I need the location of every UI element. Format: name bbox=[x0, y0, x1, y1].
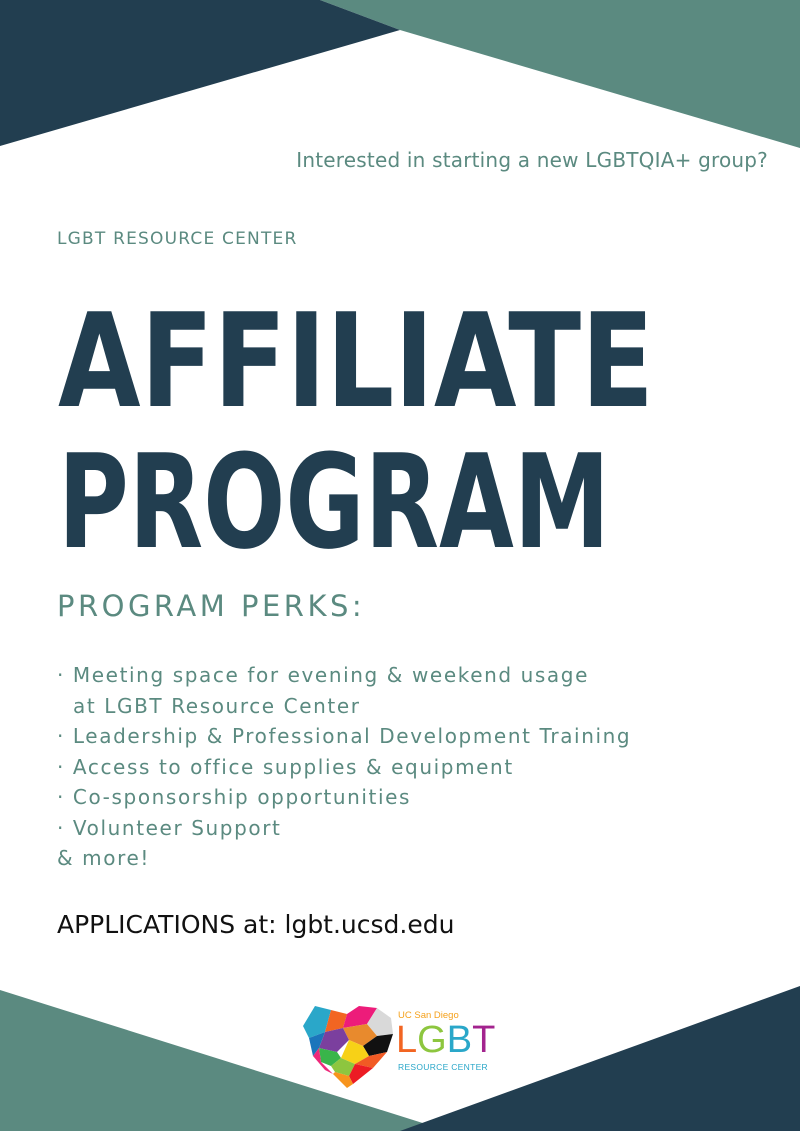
logo-letter-b: B bbox=[446, 1019, 473, 1061]
perks-heading: PROGRAM PERKS: bbox=[57, 589, 366, 623]
logo-letter-l: L bbox=[396, 1019, 418, 1061]
top-teal-triangle bbox=[320, 0, 800, 148]
perk-and-more: & more! bbox=[57, 846, 150, 870]
perk-co-sponsorship: · Co-sponsorship opportunities bbox=[57, 785, 412, 809]
logo-subtitle: RESOURCE CENTER bbox=[398, 1062, 488, 1072]
perk-office-supplies: · Access to office supplies & equipment bbox=[57, 754, 514, 779]
ucsd-lgbt-logo bbox=[303, 1004, 503, 1088]
top-navy-triangle bbox=[0, 0, 400, 146]
perk-meeting-space: · Meeting space for evening & weekend usage bbox=[57, 663, 589, 687]
title-line-2: PROGRAM bbox=[58, 426, 610, 552]
perk-volunteer-support: · Volunteer Support bbox=[57, 815, 282, 840]
logo-wordmark bbox=[396, 1020, 495, 1060]
applications-link[interactable]: APPLICATIONS at: lgbt.ucsd.edu bbox=[57, 910, 455, 939]
program-title bbox=[50, 282, 750, 552]
logo-ucsd-label: UC San Diego bbox=[398, 1010, 459, 1021]
logo-letter-g: G bbox=[417, 1019, 447, 1061]
tagline: Interested in starting a new LGBTQIA+ group? bbox=[296, 148, 768, 172]
perks-list bbox=[57, 660, 631, 874]
perk-leadership-training: · Leadership & Professional Development Training bbox=[57, 724, 632, 748]
mosaic-heart-icon bbox=[303, 1004, 395, 1088]
title-line-1: AFFILIATE bbox=[58, 285, 654, 437]
logo-letter-t: T bbox=[472, 1019, 496, 1061]
organization-label: LGBT RESOURCE CENTER bbox=[57, 229, 298, 249]
perk-meeting-space-continued: at LGBT Resource Center bbox=[73, 693, 361, 718]
